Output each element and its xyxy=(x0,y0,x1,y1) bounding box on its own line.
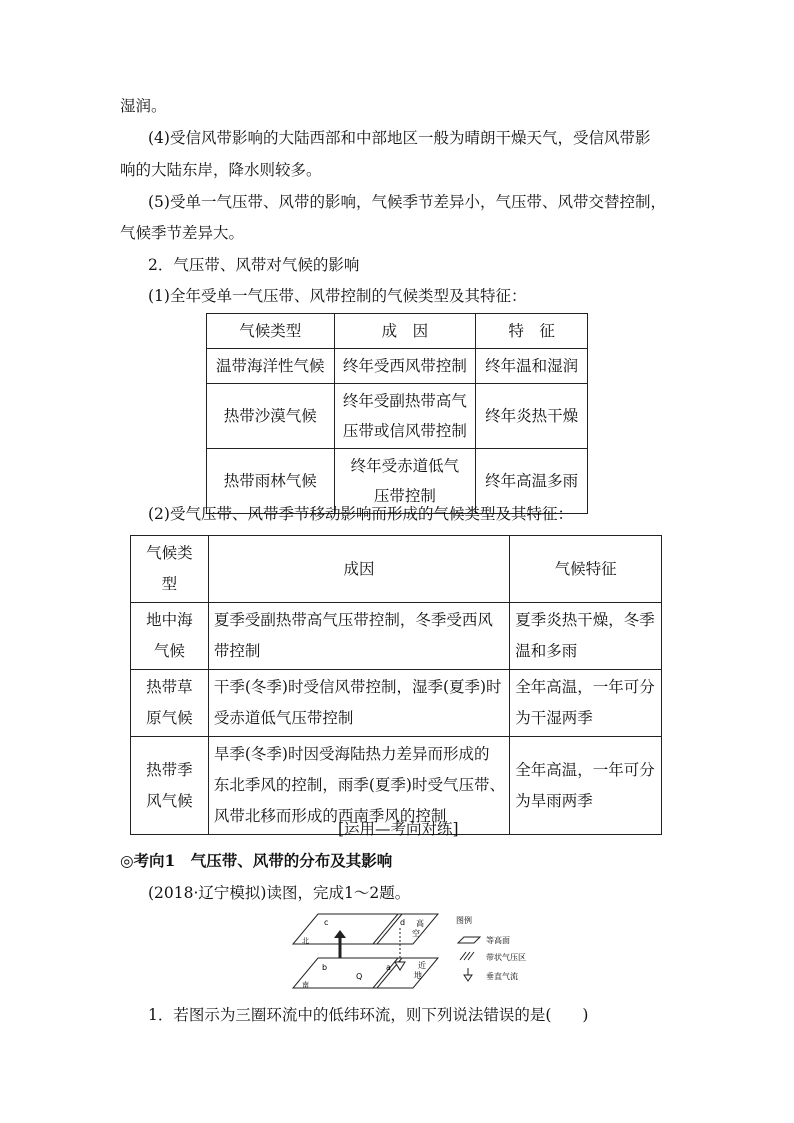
table-header-cell: 气候类型 xyxy=(207,314,335,349)
label-b: b xyxy=(322,963,328,972)
paragraph-line: 气候季节差异大。 xyxy=(120,224,245,242)
label-d: d xyxy=(400,918,406,927)
legend-item: 等高面 xyxy=(486,936,510,945)
table-header-cell: 特 征 xyxy=(476,314,588,349)
isobaric-plane-legend-icon xyxy=(458,937,480,943)
table-header-row xyxy=(207,314,588,349)
paragraph-line: (5)受单一气压带、风带的影响，气候季节差异小，气压带、风带交替控制， xyxy=(148,193,666,211)
practice-header: [运用—考向对练] xyxy=(338,820,459,838)
legend-item: 带状气压区 xyxy=(486,953,526,962)
table-cell: 地中海 气候 xyxy=(131,603,209,670)
arrow-down-icon xyxy=(395,962,405,970)
table-cell: 终年受赤道低气 压带控制 xyxy=(334,449,476,514)
question-1: 1．若图示为三圈环流中的低纬环流，则下列说法错误的是( ) xyxy=(148,1006,589,1024)
climate-table-2 xyxy=(130,535,662,835)
subsection-heading: (2)受气压带、风带季节移动影响而形成的气候类型及其特征： xyxy=(148,505,573,523)
climate-table-1 xyxy=(206,313,588,514)
circulation-diagram xyxy=(288,912,588,992)
table-cell: 终年受副热带高气 压带或信风带控制 xyxy=(334,384,476,449)
table-cell: 夏季受副热带高气压带控制，冬季受西风 带控制 xyxy=(208,603,509,670)
pressure-band xyxy=(373,914,398,944)
table-cell: 热带雨林气候 xyxy=(207,449,335,514)
section-heading: 2．气压带、风带对气候的影响 xyxy=(148,256,360,274)
arrow-down-icon xyxy=(464,975,472,981)
table-cell: 终年受西风带控制 xyxy=(334,349,476,384)
label-near: 近 xyxy=(418,961,426,970)
kaoxiang-heading: ◎考向1 气压带、风带的分布及其影响 xyxy=(120,851,393,870)
table-row xyxy=(207,349,588,384)
table-row xyxy=(131,603,662,670)
table-cell: 夏季炎热干燥，冬季 温和多雨 xyxy=(510,603,662,670)
table-header-cell: 成 因 xyxy=(334,314,476,349)
label-ground: 地 xyxy=(414,971,422,980)
label-south: 南 xyxy=(302,981,309,989)
table-header-cell: 气候类 型 xyxy=(131,536,209,603)
table-cell: 热带季 风气候 xyxy=(131,737,209,835)
table-header-row xyxy=(131,536,662,603)
table-header-cell: 气候特征 xyxy=(510,536,662,603)
table-cell: 温带海洋性气候 xyxy=(207,349,335,384)
paragraph-line: 响的大陆东岸，降水则较多。 xyxy=(120,161,322,179)
paragraph-line: (4)受信风带影响的大陆西部和中部地区一般为晴朗干燥天气，受信风带影 xyxy=(148,129,651,147)
table-row xyxy=(131,670,662,737)
legend-item: 垂直气流 xyxy=(486,972,518,981)
table-header-cell: 成因 xyxy=(208,536,509,603)
arrow-up-icon xyxy=(334,930,346,938)
legend-title: 图例 xyxy=(456,916,472,925)
subsection-heading: (1)全年受单一气压带、风带控制的气候类型及其特征： xyxy=(148,287,527,305)
table-cell: 干季(冬季)时受信风带控制，湿季(夏季)时 受赤道低气压带控制 xyxy=(208,670,509,737)
table-cell: 全年高温，一年可分 为旱雨两季 xyxy=(510,737,662,835)
table-cell: 终年炎热干燥 xyxy=(476,384,588,449)
table-cell: 终年温和湿润 xyxy=(476,349,588,384)
table-cell: 热带草 原气候 xyxy=(131,670,209,737)
label-a: a xyxy=(386,963,391,972)
table-cell: 终年高温多雨 xyxy=(476,449,588,514)
table-cell: 热带沙漠气候 xyxy=(207,384,335,449)
label-north: 北 xyxy=(302,937,309,945)
label-high: 高 xyxy=(416,919,424,928)
table-cell: 旱季(冬季)时因受海陆热力差异而形成的 东北季风的控制，雨季(夏季)时受气压带、 风带北移而形成的西南季风的控制 xyxy=(208,737,509,835)
label-Q: Q xyxy=(356,972,363,981)
question-source: (2018·辽宁模拟)读图，完成1～2题。 xyxy=(148,884,411,902)
table-cell: 全年高温，一年可分 为干湿两季 xyxy=(510,670,662,737)
pressure-band xyxy=(377,914,402,944)
label-air: 空 xyxy=(412,929,420,938)
label-c: c xyxy=(324,918,329,927)
paragraph-line: 湿润。 xyxy=(120,97,167,115)
table-row xyxy=(207,384,588,449)
